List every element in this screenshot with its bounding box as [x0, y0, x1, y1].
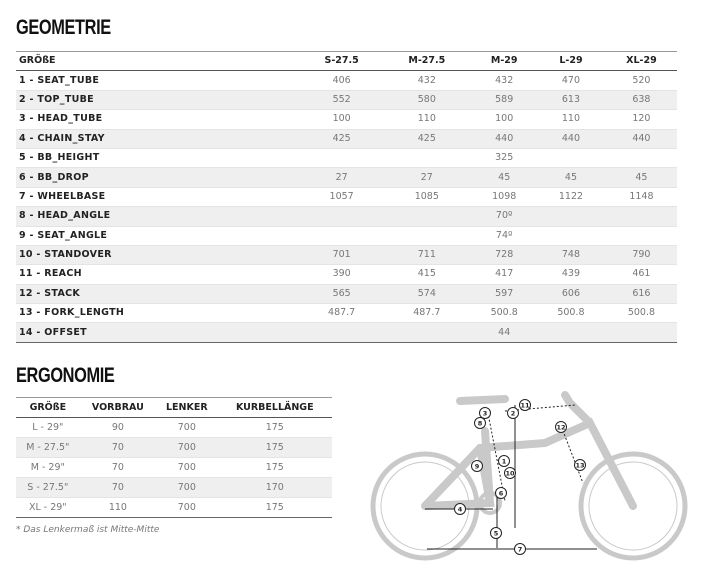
geometry-cell — [603, 148, 677, 167]
ergonomics-row — [16, 458, 332, 478]
geometry-cell: 1148 — [629, 190, 654, 202]
ergonomics-cell: XL - 29" — [28, 501, 67, 513]
ergonomics-cell: M - 29" — [30, 461, 65, 473]
geometry-cell — [381, 207, 469, 226]
geometry-title: GEOMETRIE — [16, 16, 111, 39]
diagram-marker-label: 6 — [498, 489, 504, 498]
geometry-row — [16, 323, 677, 342]
geometry-cell: 44 — [498, 326, 511, 338]
geometry-cell — [536, 148, 603, 167]
geometry-row — [16, 304, 677, 323]
geometry-cell: 1098 — [492, 190, 517, 202]
geometry-row-label: 8 - HEAD_ANGLE — [19, 210, 111, 222]
geometry-cell: 711 — [417, 249, 436, 261]
geometry-row — [16, 110, 677, 129]
ergonomics-cell: 170 — [265, 481, 284, 493]
geometry-row — [16, 71, 677, 90]
diagram-marker — [472, 461, 483, 472]
geometry-cell — [299, 226, 381, 245]
geometry-cell: 425 — [417, 132, 436, 144]
ergonomics-column-header: KURBELLÄNGE — [218, 398, 332, 418]
geometry-cell — [603, 226, 677, 245]
geometry-cell: 439 — [561, 268, 581, 280]
geometry-cell: 440 — [632, 132, 651, 144]
ergonomics-cell: 700 — [177, 501, 196, 513]
geometry-cell: 500.8 — [627, 307, 656, 319]
geometry-column-header: S-27.5 — [299, 52, 381, 71]
geometry-cell — [603, 323, 677, 342]
diagram-marker-label: 8 — [477, 419, 483, 428]
geometry-row — [16, 148, 677, 167]
geometry-cell: 470 — [561, 74, 581, 86]
ergonomics-cell: 175 — [265, 461, 284, 473]
geometry-cell: 790 — [632, 249, 651, 261]
geometry-cell: 27 — [335, 171, 348, 183]
geometry-row — [16, 90, 677, 109]
geometry-cell: 325 — [495, 152, 514, 164]
ergonomics-cell: 70 — [111, 441, 124, 453]
geometry-row-label: 9 - SEAT_ANGLE — [19, 229, 108, 241]
geometry-row-label: 13 - FORK_LENGTH — [19, 307, 125, 319]
geometry-cell: 45 — [635, 171, 648, 183]
geometry-cell: 520 — [632, 74, 651, 86]
bike-geometry-diagram — [365, 383, 695, 575]
diagram-marker-label: 9 — [474, 462, 480, 471]
ergonomics-table — [16, 397, 332, 518]
ergonomics-row — [16, 498, 332, 518]
geometry-cell: 440 — [561, 132, 581, 144]
diagram-marker — [491, 528, 502, 539]
geometry-cell — [381, 323, 469, 342]
geometry-cell: 100 — [332, 113, 351, 125]
geometry-cell: 606 — [561, 287, 581, 299]
geometry-header-row — [16, 52, 677, 71]
geometry-cell: 1085 — [414, 190, 439, 202]
geometry-cell: 74º — [495, 229, 513, 241]
geometry-column-header: M-27.5 — [381, 52, 469, 71]
ergonomics-cell: 175 — [265, 421, 284, 433]
diagram-marker-label: 12 — [556, 423, 566, 432]
geometry-cell: 110 — [417, 113, 436, 125]
geometry-row — [16, 284, 677, 303]
ergonomics-footnote: * Das Lenkermaß ist Mitte-Mitte — [16, 525, 160, 535]
geometry-cell: 406 — [332, 74, 351, 86]
ergonomics-column-header: LENKER — [156, 398, 217, 418]
geometry-row — [16, 187, 677, 206]
geometry-cell — [381, 226, 469, 245]
geometry-cell: 1057 — [329, 190, 354, 202]
diagram-marker — [505, 468, 516, 479]
diagram-marker-label: 13 — [575, 461, 585, 470]
geometry-cell — [299, 207, 381, 226]
geometry-cell: 432 — [417, 74, 436, 86]
geometry-cell: 45 — [498, 171, 511, 183]
diagram-marker-label: 11 — [520, 401, 530, 410]
geometry-cell: 390 — [332, 268, 351, 280]
ergonomics-cell: S - 27.5" — [27, 481, 69, 493]
geometry-row — [16, 129, 677, 148]
geometry-column-header: GRÖßE — [16, 52, 299, 71]
geometry-cell — [603, 207, 677, 226]
geometry-cell: 748 — [561, 249, 581, 261]
geometry-row — [16, 168, 677, 187]
geometry-cell — [536, 323, 603, 342]
ergonomics-cell: 70 — [111, 481, 124, 493]
ergonomics-cell: 110 — [108, 501, 127, 513]
geometry-cell: 574 — [417, 287, 436, 299]
geometry-cell: 728 — [495, 249, 514, 261]
geometry-cell: 432 — [495, 74, 514, 86]
diagram-marker — [475, 418, 486, 429]
ergonomics-header-row — [16, 398, 332, 418]
geometry-cell: 45 — [564, 171, 577, 183]
geometry-row-label: 5 - BB_HEIGHT — [19, 152, 100, 164]
diagram-marker — [556, 422, 567, 433]
diagram-marker — [515, 544, 526, 555]
diagram-marker-label: 2 — [510, 409, 516, 418]
diagram-marker-label: 1 — [501, 457, 507, 466]
ergonomics-row — [16, 478, 332, 498]
geometry-cell: 120 — [632, 113, 651, 125]
geometry-cell: 70º — [495, 210, 513, 222]
geometry-cell: 597 — [495, 287, 514, 299]
ergonomics-cell: 90 — [111, 421, 124, 433]
geometry-cell: 100 — [495, 113, 514, 125]
diagram-marker-label: 3 — [482, 409, 488, 418]
diagram-marker — [575, 460, 586, 471]
geometry-column-header: XL-29 — [603, 52, 677, 71]
ergonomics-column-header: VORBRAU — [80, 398, 157, 418]
geometry-cell — [381, 148, 469, 167]
geometry-cell: 1122 — [558, 190, 584, 202]
diagram-marker — [480, 408, 491, 419]
geometry-cell: 440 — [495, 132, 514, 144]
diagram-marker — [496, 488, 507, 499]
ergonomics-cell: L - 29" — [32, 421, 64, 433]
geometry-row — [16, 265, 677, 284]
geometry-row-label: 6 - BB_DROP — [19, 171, 89, 183]
geometry-cell: 487.7 — [328, 307, 356, 319]
geometry-cell: 487.7 — [413, 307, 441, 319]
geometry-row-label: 2 - TOP_TUBE — [19, 93, 94, 105]
geometry-cell: 27 — [420, 171, 433, 183]
geometry-row-label: 10 - STANDOVER — [19, 249, 112, 261]
geometry-row — [16, 207, 677, 226]
geometry-row-label: 1 - SEAT_TUBE — [19, 74, 100, 86]
ergonomics-cell: 700 — [177, 461, 196, 473]
geometry-row-label: 14 - OFFSET — [19, 326, 87, 338]
geometry-cell: 701 — [332, 249, 351, 261]
ergonomics-cell: 70 — [111, 461, 124, 473]
geometry-cell — [299, 148, 381, 167]
geometry-cell: 500.8 — [557, 307, 585, 319]
geometry-table — [16, 51, 677, 343]
geometry-row-label: 7 - WHEELBASE — [19, 190, 106, 202]
geometry-cell: 589 — [495, 93, 514, 105]
geometry-cell: 565 — [332, 287, 351, 299]
ergonomics-cell: 700 — [177, 441, 196, 453]
geometry-cell — [536, 226, 603, 245]
geometry-cell: 500.8 — [490, 307, 518, 319]
diagram-marker-label: 5 — [493, 529, 499, 538]
ergonomics-row — [16, 418, 332, 438]
ergonomics-cell: 175 — [265, 441, 284, 453]
ergonomics-title: ERGONOMIE — [16, 364, 115, 387]
diagram-markers — [455, 400, 586, 555]
geometry-cell: 425 — [332, 132, 351, 144]
diagram-marker-label: 10 — [505, 469, 515, 478]
geometry-cell: 638 — [632, 93, 651, 105]
diagram-marker — [520, 400, 531, 411]
diagram-marker — [499, 456, 510, 467]
ergonomics-cell: M - 27.5" — [26, 441, 70, 453]
diagram-marker-label: 7 — [517, 545, 523, 554]
ergonomics-cell: 700 — [177, 481, 196, 493]
geometry-row-label: 4 - CHAIN_STAY — [19, 132, 105, 144]
ergonomics-cell: 700 — [177, 421, 196, 433]
geometry-cell: 417 — [495, 268, 514, 280]
geometry-cell — [299, 323, 381, 342]
geometry-row — [16, 245, 677, 264]
geometry-cell: 461 — [632, 268, 651, 280]
geometry-cell: 616 — [632, 287, 651, 299]
geometry-cell: 415 — [417, 268, 436, 280]
bike-illustration — [373, 395, 685, 558]
diagram-marker — [508, 408, 519, 419]
diagram-marker — [455, 504, 466, 515]
geometry-row-label: 3 - HEAD_TUBE — [19, 113, 103, 125]
geometry-row-label: 11 - REACH — [19, 268, 82, 280]
geometry-column-header: L-29 — [536, 52, 603, 71]
geometry-cell: 552 — [332, 93, 351, 105]
ergonomics-cell: 175 — [265, 501, 284, 513]
ergonomics-column-header: GRÖßE — [16, 398, 80, 418]
geometry-cell: 580 — [417, 93, 436, 105]
ergonomics-row — [16, 438, 332, 458]
diagram-marker-label: 4 — [457, 505, 463, 514]
geometry-cell: 613 — [561, 93, 581, 105]
geometry-cell — [536, 207, 603, 226]
geometry-row-label: 12 - STACK — [19, 287, 81, 299]
geometry-row — [16, 226, 677, 245]
geometry-cell: 110 — [561, 113, 581, 125]
geometry-column-header: M-29 — [469, 52, 536, 71]
